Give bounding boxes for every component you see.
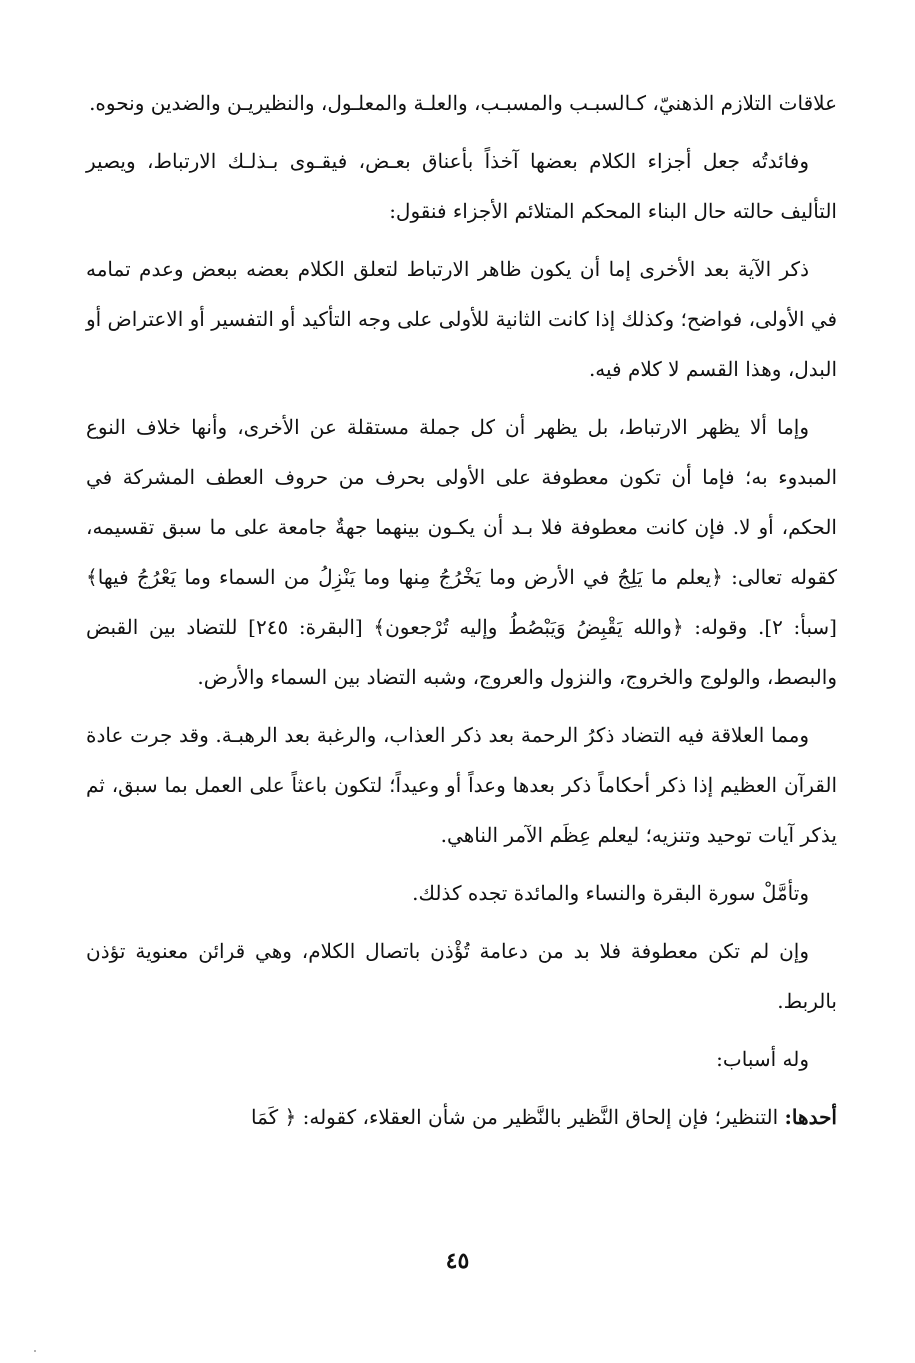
paragraph-9 (86, 1092, 837, 1142)
scan-speck (34, 1350, 36, 1352)
paragraph-9-lead: أحدها: (784, 1105, 837, 1129)
page-number: ٤٥ (445, 1248, 470, 1274)
paragraph-4: وإما ألا يظهر الارتباط، بل يظهر أن كل جملة مستقلة عن الأخرى، وأنها خلاف النوع المبدوء به؛ فإما أن تكون معطوفة على الأولى بحرف من حروف العطف المشركة في الحكم، أو لا. فإن كانت معطوفة فلا بـد أن يكـون بينهما جهةٌ جامعة على ما سبق تقسيمه، كقوله تعالى: ﴿يعلم ما يَلِجُ في الأرض وما يَخْرُجُ مِنها وما يَنْزِلُ من السماء وما يَعْرُجُ فيها﴾ [سبأ: ٢]. وقوله: ﴿والله يَقْبِضُ وَيَبْصُطُ وإليه تُرْجعون﴾ [البقرة: ٢٤٥] للتضاد بين القبض والبصط، والولوج والخروج، والنزول والعروج، وشبه التضاد بين السماء والأرض. (86, 415, 837, 689)
paragraph-1: علاقات التلازم الذهنيّ، كـالسبـب والمسبـب، والعلـة والمعلـول، والنظيريـن والضدين ونحوه. (89, 91, 837, 115)
body-text (86, 78, 837, 1150)
paragraph-9-text: التنظير؛ فإن إلحاق النَّظير بالنَّظير من شأن العقلاء، كقوله: ﴿ كَمَا (251, 1105, 785, 1129)
paragraph-8: وله أسباب: (716, 1047, 809, 1071)
paragraph-7: وإن لم تكن معطوفة فلا بد من دعامة تُؤْذن باتصال الكلام، وهي قرائن معنوية تؤذن بالربط. (86, 939, 837, 1013)
paragraph-3: ذكر الآية بعد الأخرى إما أن يكون ظاهر الارتباط لتعلق الكلام بعضه ببعض وعدم تمامه في الأولى، فواضح؛ وكذلك إذا كانت الثانية للأولى على وجه التأكيد أو التفسير أو الاعتراض أو البدل، وهذا القسم لا كلام فيه. (85, 257, 837, 381)
paragraph-2: وفائدتُه جعل أجزاء الكلام بعضها آخذاً بأعناق بعـض، فيقـوى بـذلـك الارتباط، ويصير التأليف حالته حال البناء المحكم المتلائم الأجزاء فنقول: (86, 149, 837, 223)
paragraph-6: وتأمَّلْ سورة البقرة والنساء والمائدة تجده كذلك. (412, 881, 809, 905)
paragraph-5: ومما العلاقة فيه التضاد ذكرُ الرحمة بعد ذكر العذاب، والرغبة بعد الرهبـة. وقد جرت عادة القرآن العظيم إذا ذكر أحكاماً ذكر بعدها وعداً أو وعيداً؛ لتكون باعثاً على العمل بما سبق، ثم يذكر آيات توحيد وتنزيه؛ ليعلم عِظَم الآمر الناهي. (86, 723, 837, 847)
